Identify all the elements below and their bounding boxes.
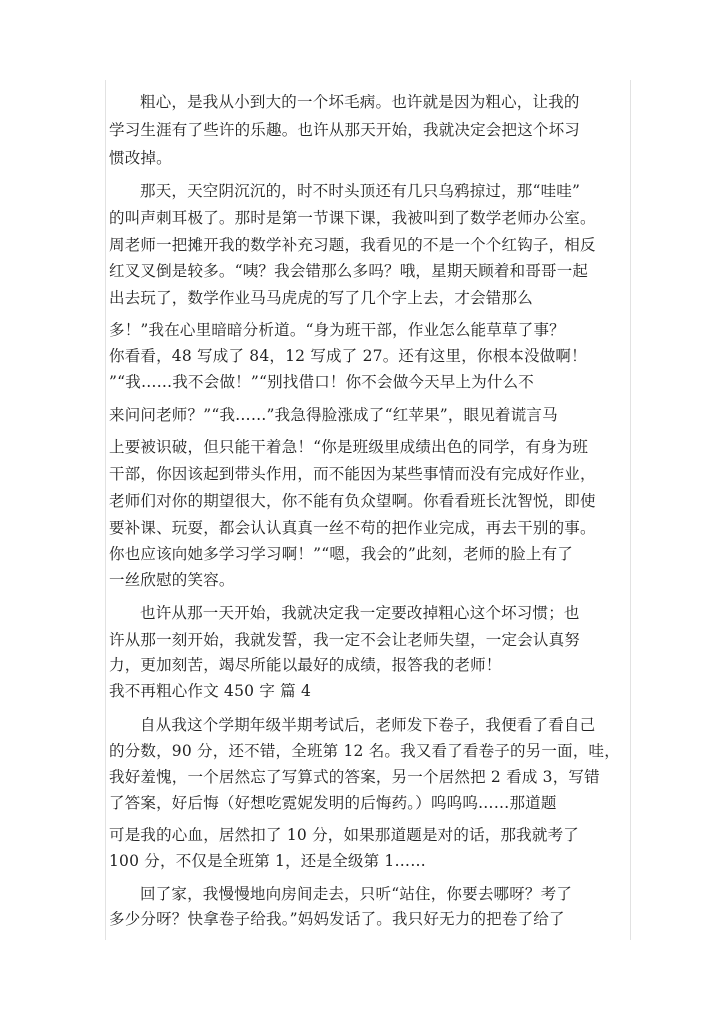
page-margin-line-left	[105, 80, 106, 940]
text-line: 出去玩了，数学作业马马虎虎的写了几个字上去，才会错那么	[109, 289, 533, 307]
text-line: 100 分，不仅是全班第 1，还是全级第 1……	[109, 852, 426, 870]
text-line: 你看看，48 写成了 84，12 写成了 27。还有这里，你根本没做啊！	[109, 347, 587, 365]
text-line: 要补课、玩耍，都会认认真真一丝不苟的把作业完成，再去干别的事。	[109, 519, 596, 537]
text-line: 周老师一把摊开我的数学补充习题，我看见的不是一个个红钩子，相反	[109, 236, 596, 254]
text-line: 老师们对你的期望很大，你不能有负众望啊。你看看班长沈智悦，即使	[109, 492, 596, 510]
text-line: 你也应该向她多学习学习啊！”“嗯，我会的”此刻，老师的脸上有了	[109, 545, 573, 563]
text-line: 自从我这个学期年级半期考试后，老师发下卷子，我便看了看自己	[140, 716, 596, 734]
text-line: 可是我的心血，居然扣了 10 分，如果那道题是对的话，那我就考了	[109, 826, 579, 844]
text-line: 也许从那一天开始，我就决定我一定要改掉粗心这个坏习惯；也	[140, 604, 580, 622]
text-line: 干部，你因该起到带头作用，而不能因为某些事情而没有完成好作业，	[109, 465, 596, 483]
text-line: 那天，天空阴沉沉的，时不时头顶还有几只乌鸦掠过，那“哇哇”	[140, 182, 581, 200]
text-line: 多少分呀？快拿卷子给我。”妈妈发话了。我只好无力的把卷了给了	[109, 910, 565, 928]
text-line: 来问问老师？”“我……”我急得脸涨成了“红苹果”，眼见着谎言马	[109, 406, 558, 424]
text-line: 了答案，好后悔（好想吃霓妮发明的后悔药。）呜呜呜……那道题	[109, 794, 557, 812]
text-line: 学习生涯有了些许的乐趣。也许从那天开始，我就决定会把这个坏习	[109, 121, 581, 139]
text-line: 上要被识破，但只能干着急！“你是班级里成绩出色的同学，有身为班	[109, 438, 589, 456]
text-line: 许从那一刻开始，我就发誓，我一定不会让老师失望，一定会认真努	[109, 631, 581, 649]
text-line: 的分数，90 分，还不错，全班第 12 名。我又看了看卷子的另一面，哇，	[109, 742, 620, 760]
text-line: 红叉叉倒是较多。“咦？我会错那么多吗？哦，星期天顾着和哥哥一起	[109, 262, 589, 280]
text-line: 多！”我在心里暗暗分析道。“身为班干部，作业怎么能草草了事？	[109, 321, 565, 339]
text-line: 我好羞愧，一个居然忘了写算式的答案，另一个居然把 2 看成 3，写错	[109, 768, 600, 786]
text-line: 惯改掉。	[109, 149, 172, 167]
section-heading: 我不再粗心作文 450 字 篇 4	[109, 682, 312, 700]
text-line: 的叫声刺耳极了。那时是第一节课下课，我被叫到了数学老师办公室。	[109, 209, 596, 227]
text-line: 力，更加刻苦，竭尽所能以最好的成绩，报答我的老师！	[109, 656, 502, 674]
text-line: 回了家，我慢慢地向房间走去，只听“站住，你要去哪呀？考了	[140, 885, 573, 903]
page-margin-line-right	[630, 80, 631, 940]
text-line: ”“我……我不会做！”“别找借口！你不会做今天早上为什么不	[109, 373, 534, 391]
text-line: 一丝欣慰的笑容。	[109, 571, 235, 589]
text-line: 粗心，是我从小到大的一个坏毛病。也许就是因为粗心，让我的	[140, 93, 580, 111]
